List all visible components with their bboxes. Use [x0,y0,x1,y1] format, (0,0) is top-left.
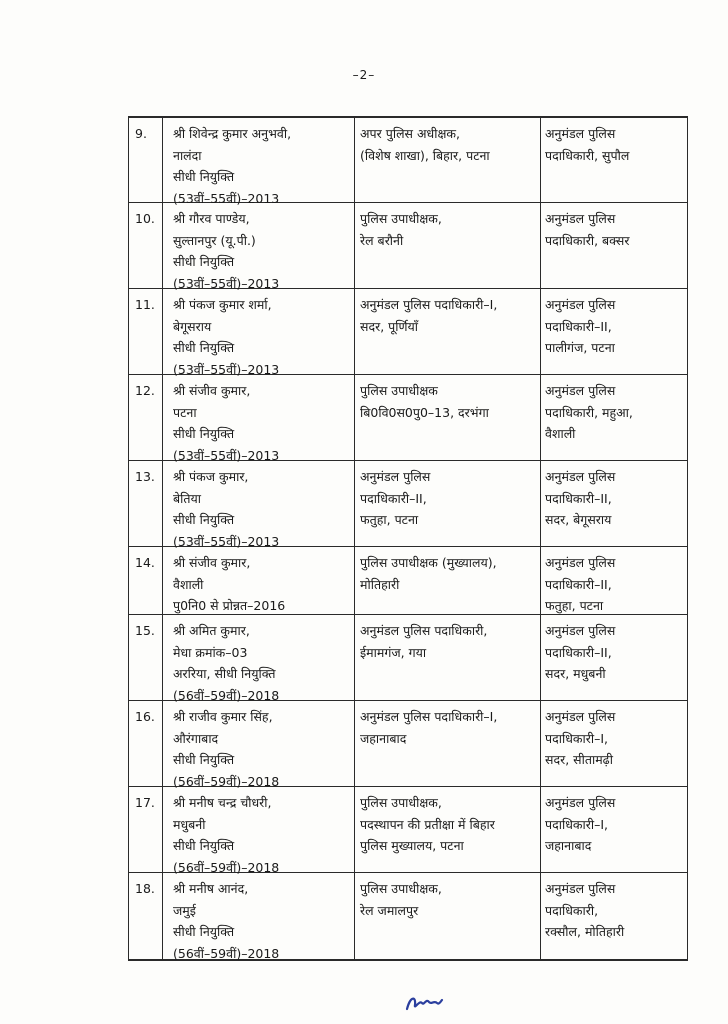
new-posting-line: फतुहा, पटना [545,598,604,613]
current-posting-line: रेल जमालपुर [360,902,419,918]
current-posting [360,208,538,251]
new-posting-line: अनुमंडल पुलिस [545,126,616,141]
officer-details [173,380,351,466]
serial-number: 11. [135,297,155,312]
current-posting-line: फतुहा, पटना [360,512,419,527]
current-posting-line: (विशेष शाखा), बिहार, पटना [360,147,490,163]
current-posting-line: रेल बरौनी [360,232,404,248]
table-row [129,461,687,547]
new-posting-line: जहानाबाद [545,838,592,853]
current-posting-line: ईमामगंज, गया [360,644,427,660]
serial-number: 15. [135,623,155,638]
officer-details-line: सीधी नियुक्ति [173,752,235,767]
table-row [129,615,687,701]
officer-details-line: श्री मनीष चन्द्र चौधरी, [173,795,272,810]
new-posting [545,792,685,857]
current-posting-line: अनुमंडल पुलिस पदाधिकारी–I, [360,709,498,724]
serial-number: 13. [135,469,155,484]
current-posting-line: पुलिस उपाधीक्षक [360,383,438,398]
officer-details-line: सीधी नियुक्ति [173,924,235,939]
new-posting [545,706,685,771]
new-posting-line: अनुमंडल पुलिस [545,555,616,570]
new-posting-line: पदाधिकारी, सुपौल [545,147,630,163]
officer-details-line: जमुई [173,902,196,918]
table-row [129,203,687,289]
current-posting [360,466,538,531]
new-posting-line: सदर, मधुबनी [545,666,606,681]
officer-details-line: सीधी नियुक्ति [173,426,235,441]
officer-details-line: अररिया, सीधी नियुक्ति [173,666,276,681]
officer-details-line: श्री गौरव पाण्डेय, [173,211,250,226]
current-posting-line: सदर, पूर्णियाँ [360,318,419,334]
new-posting [545,878,685,943]
page-number: –2– [352,68,376,82]
officer-details [173,294,351,380]
table-row [129,701,687,787]
new-posting-line: रक्सौल, मोतिहारी [545,924,625,939]
officer-details-line: सीधी नियुक्ति [173,254,235,269]
officer-details-line: पु0नि0 से प्रोन्नत–2016 [173,598,286,613]
officer-details-line: पटना [173,404,197,420]
new-posting-line: पदाधिकारी–II, [545,318,612,334]
officer-details-line: श्री राजीव कुमार सिंह, [173,709,273,724]
serial-number: 18. [135,881,155,896]
table-row [129,787,687,873]
officer-details-line: (53वीं–55वीं)–2013 [173,190,280,206]
current-posting [360,706,538,749]
serial-number: 9. [135,126,147,141]
officer-details [173,878,351,964]
table-row [129,375,687,461]
current-posting [360,878,538,921]
current-posting-line: पुलिस मुख्यालय, पटना [360,838,464,853]
table-row [129,547,687,615]
officer-details [173,123,351,209]
table-row [129,118,687,206]
current-posting-line: मोतिहारी [360,576,400,592]
serial-number: 10. [135,211,155,226]
current-posting [360,123,538,166]
current-posting-line: अनुमंडल पुलिस पदाधिकारी–I, [360,297,498,312]
new-posting [545,466,685,531]
current-posting-line: अनुमंडल पुलिस पदाधिकारी, [360,623,488,638]
officer-details-line: नालंदा [173,147,202,163]
officer-details-line: सीधी नियुक्ति [173,340,235,355]
current-posting [360,792,538,857]
officer-details-line: बेतिया [173,490,201,506]
new-posting-line: अनुमंडल पुलिस [545,469,616,484]
serial-number: 16. [135,709,155,724]
current-posting-line: अनुमंडल पुलिस [360,469,431,484]
officer-details-line: (56वीं–59वीं)–2018 [173,773,280,789]
new-posting-line: वैशाली [545,426,576,441]
officer-details-line: (53वीं–55वीं)–2013 [173,447,280,463]
current-posting [360,380,538,423]
new-posting [545,620,685,685]
new-posting-line: अनुमंडल पुलिस [545,383,616,398]
officer-details [173,552,351,617]
officer-details [173,208,351,294]
officer-details-line: सीधी नियुक्ति [173,512,235,527]
new-posting [545,208,685,251]
officer-details-line: सीधी नियुक्ति [173,838,235,853]
new-posting-line: पदाधिकारी–I, [545,816,608,832]
new-posting-line: पदाधिकारी–I, [545,730,608,746]
officer-details-line: श्री संजीव कुमार, [173,555,251,570]
serial-number: 14. [135,555,155,570]
officer-details-line: वैशाली [173,576,204,592]
new-posting-line: अनुमंडल पुलिस [545,709,616,724]
current-posting-line: पदस्थापन की प्रतीक्षा में बिहार [360,816,495,832]
new-posting [545,294,685,359]
officer-details-line: श्री शिवेन्द्र कुमार अनुभवी, [173,126,292,141]
officer-details-line: बेगूसराय [173,318,212,334]
serial-number: 17. [135,795,155,810]
new-posting [545,123,685,166]
current-posting-line: अपर पुलिस अधीक्षक, [360,126,460,141]
current-posting [360,620,538,663]
new-posting-line: अनुमंडल पुलिस [545,881,616,896]
officer-details [173,792,351,878]
officer-details [173,620,351,706]
current-posting [360,552,538,595]
new-posting-line: अनुमंडल पुलिस [545,795,616,810]
officer-details-line: श्री अमित कुमार, [173,623,250,638]
officer-details-line: सुल्तानपुर (यू.पी.) [173,232,256,248]
officer-details-line: (56वीं–59वीं)–2018 [173,687,280,703]
officer-details-line: (53वीं–55वीं)–2013 [173,533,280,549]
officer-details-line: मेधा क्रमांक–03 [173,644,248,660]
table-row [129,873,687,963]
new-posting [545,552,685,617]
officer-details-line: श्री मनीष आनंद, [173,881,249,896]
new-posting-line: पदाधिकारी–II, [545,576,612,592]
officer-details-line: श्री संजीव कुमार, [173,383,251,398]
officer-details-line: मधुबनी [173,816,206,832]
officer-details [173,706,351,792]
new-posting [545,380,685,445]
new-posting-line: अनुमंडल पुलिस [545,297,616,312]
current-posting-line: जहानाबाद [360,730,407,746]
officer-details-line: (56वीं–59वीं)–2018 [173,859,280,875]
new-posting-line: सदर, बेगूसराय [545,512,612,527]
new-posting-line: पालीगंज, पटना [545,340,615,355]
current-posting-line: पुलिस उपाधीक्षक, [360,211,442,226]
officer-details-line: (53वीं–55वीं)–2013 [173,275,280,291]
current-posting-line: पुलिस उपाधीक्षक, [360,881,442,896]
officer-details-line: (53वीं–55वीं)–2013 [173,361,280,377]
officer-details-line: श्री पंकज कुमार शर्मा, [173,297,272,312]
serial-number: 12. [135,383,155,398]
officer-details [173,466,351,552]
current-posting-line: पुलिस उपाधीक्षक (मुख्यालय), [360,555,497,570]
signature-mark [404,992,444,1014]
current-posting [360,294,538,337]
table-row [129,289,687,375]
current-posting-line: पदाधिकारी–II, [360,490,427,506]
new-posting-line: पदाधिकारी, बक्सर [545,232,630,248]
current-posting-line: बि0वि0स0पु0–13, दरभंगा [360,404,489,420]
officer-details-line: श्री पंकज कुमार, [173,469,249,484]
new-posting-line: पदाधिकारी–II, [545,644,612,660]
current-posting-line: पुलिस उपाधीक्षक, [360,795,442,810]
new-posting-line: पदाधिकारी–II, [545,490,612,506]
new-posting-line: सदर, सीतामढ़ी [545,752,613,767]
new-posting-line: अनुमंडल पुलिस [545,623,616,638]
new-posting-line: पदाधिकारी, महुआ, [545,404,633,420]
transfer-table [128,116,688,961]
new-posting-line: पदाधिकारी, [545,902,599,918]
officer-details-line: (56वीं–59वीं)–2018 [173,945,280,961]
new-posting-line: अनुमंडल पुलिस [545,211,616,226]
officer-details-line: औरंगाबाद [173,730,219,746]
officer-details-line: सीधी नियुक्ति [173,169,235,184]
